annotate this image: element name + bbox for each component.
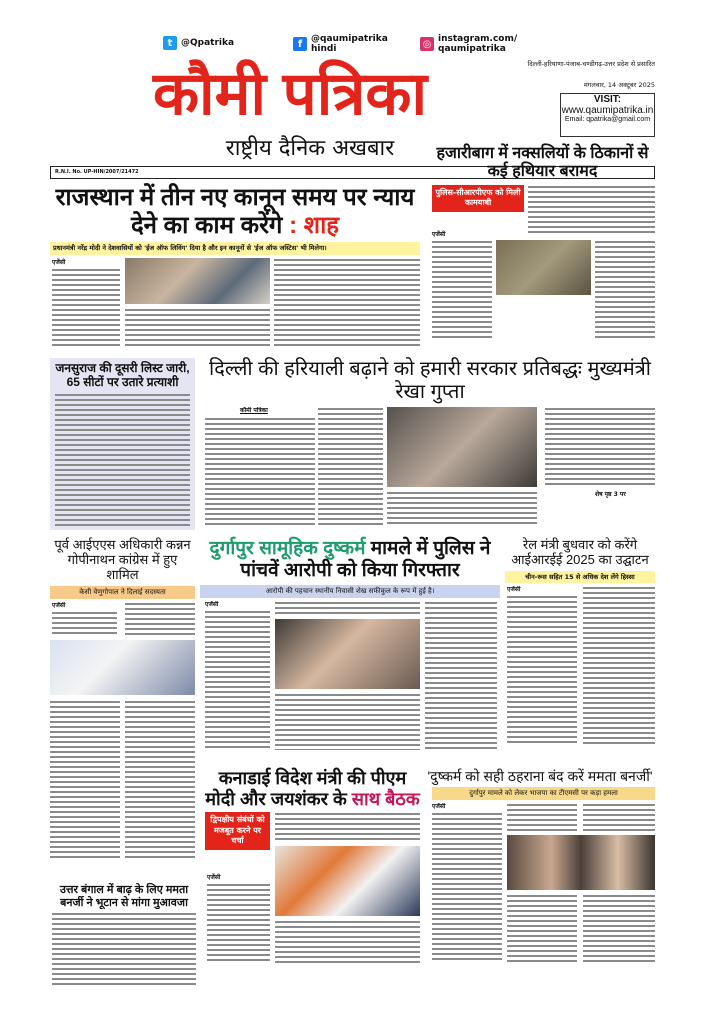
facebook-text: @qaumipatrika hindi [311,34,388,54]
bengal-body [52,912,196,986]
hazaribagh-content [430,185,655,352]
canada-content [205,812,420,986]
bengal-story [50,884,198,986]
delhi-body-1 [205,417,315,527]
shah-story [50,184,420,352]
canada-byline: एजेंसी [207,874,221,882]
canada-headline-red: साथ बैठक [351,788,420,809]
facebook-icon: f [293,37,307,51]
jansuraj-body [55,393,190,526]
durgapur-body-4 [425,601,497,751]
kannan-strap: केसी वेणुगोपाल ने दिलाई सदस्यता [50,586,195,599]
email-link[interactable]: Email: qpatrika@gmail.com [564,116,651,123]
twitter-text: @Qpatrika [181,38,235,48]
canada-photo [275,846,420,916]
facebook-handle[interactable] [293,34,403,54]
durgapur-byline: एजेंसी [205,600,219,608]
kannan-story [50,538,195,880]
canada-body-2 [275,812,420,842]
visit-box [560,93,655,137]
delhi-caption [387,491,537,527]
mamata-body-1 [432,812,502,962]
canada-body-1 [207,883,270,963]
instagram-text: instagram.com/ qaumipatrika [438,34,518,54]
durgapur-story [200,538,500,763]
hazaribagh-body-2 [432,240,492,340]
durgapur-content [200,601,500,763]
shah-headline[interactable] [50,184,420,239]
shah-headline-text: राजस्थान में तीन नए कानून समय पर न्याय देने का काम करेंगे [55,184,415,239]
kannan-body-4 [125,700,195,860]
durgapur-headline-text: मामले में पुलिस ने पांचवें आरोपी को किया गिरफ्तार [240,538,491,581]
durgapur-body-3 [275,693,420,750]
rail-strap: चीन-रूस सहित 15 से अधिक देश लेंगे हिस्सा [505,571,655,583]
visit-label: VISIT: [593,94,622,105]
shah-strap: प्रधानमंत्री नरेंद्र मोदी ने देशवासियों को 'ईज ऑफ लिविंग' दिया है और इन कानूनों से 'ईज ऑफ जस्टिस' भी मिलेगा। [50,242,420,254]
kannan-body-3 [50,700,120,860]
bengal-headline[interactable]: उत्तर बंगाल में बाढ़ के लिए ममता बनर्जी ने भूटान से मांगा मुआवजा [59,884,189,909]
shah-byline: एजेंसी [52,258,66,266]
website-link[interactable]: www.qaumipatrika.in [561,105,654,116]
kannan-body-2 [125,602,195,636]
hazaribagh-body [528,185,655,235]
shah-content [50,258,420,352]
rail-body-1 [507,595,577,745]
mamata-strap: दुर्गापुर मामले को लेकर भाजपा का टीएमसी पर कड़ा हमला [432,787,655,800]
delhi-photo [387,407,537,487]
rail-content [505,586,655,763]
hazaribagh-box: पुलिस-सीआरपीएफ को मिली कामयाबी [432,185,524,212]
instagram-icon: ◎ [420,37,434,51]
canada-story [205,768,420,986]
kannan-photo [50,640,195,695]
durgapur-body-1 [205,610,270,750]
hazaribagh-story [430,145,655,352]
shah-body-3 [274,258,420,348]
masthead-subtitle: राष्ट्रीय दैनिक अखबार [225,136,395,161]
date: मंगलवार, 14 अक्टूबर 2025 [583,81,655,89]
mamata-byline: एजेंसी [432,803,446,811]
kannan-content [50,602,195,880]
durgapur-strap: आरोपी की पहचान स्थानीय निवासी शेख सफीकुल के रूप में हुई है। [200,585,500,598]
twitter-icon: t [163,36,177,50]
durgapur-headline[interactable] [200,538,500,582]
kannan-byline: एजेंसी [52,601,66,609]
mamata-body-4 [507,894,577,964]
hazaribagh-photo [496,240,591,295]
masthead-logo: कौमी पत्रिका [152,60,428,127]
mamata-body-3 [583,803,655,831]
jansuraj-box [50,358,195,530]
canada-box: द्विपक्षीय संबंधों को मजबूत करने पर चर्चा [205,812,270,849]
delhi-headline[interactable]: दिल्ली की हरियाली बढ़ाने को हमारी सरकार प्रतिबद्धः मुख्यमंत्री रेखा गुप्ता [209,358,651,403]
instagram-handle[interactable] [420,34,530,54]
canada-headline[interactable] [205,768,420,809]
durgapur-photo [275,619,420,689]
hazaribagh-byline: एजेंसी [432,230,446,238]
circulation: दिल्ली-हरियाणा-पंजाब-चण्डीगढ़-उत्तर प्रदेश से प्रसारित [527,60,655,68]
delhi-body-3 [545,407,655,487]
canada-headline-text: कनाडाई विदेश मंत्री की पीएम मोदी और जयशंकर के [205,768,407,809]
hazaribagh-headline[interactable]: हजारीबाग में नक्सलियों के ठिकानों से कई हथियार बरामद [436,145,649,181]
rail-byline: एजेंसी [507,586,521,594]
twitter-handle[interactable] [163,36,234,50]
delhi-body-2 [318,407,383,527]
mamata-body-2 [507,803,577,831]
mamata-body-5 [583,894,655,964]
bengal-content [50,912,198,986]
mamata-headline[interactable]: 'दुष्कर्म को सही ठहराना बंद करें ममता बनर्जी' [427,768,653,784]
kannan-headline[interactable]: पूर्व आईएएस अधिकारी कन्नन गोपीनाथन कांग्रेस में हुए शामिल [54,537,191,582]
shah-body-2 [125,308,270,348]
kannan-body-1 [52,611,117,636]
rail-headline[interactable]: रेल मंत्री बुधवार को करेंगे आईआरईई 2025 का उद्घाटन [511,537,649,567]
rail-story [505,538,655,763]
mamata-story [425,768,655,986]
durgapur-headline-green: दुर्गापुर सामूहिक दुष्कर्म [209,538,366,559]
shah-body [52,268,120,348]
mamata-content [425,803,655,986]
hazaribagh-body-3 [595,240,655,340]
durgapur-body-2 [275,601,420,615]
jansuraj-content [53,393,192,526]
delhi-continued[interactable]: शेष पृष्ठ 3 पर [595,491,626,498]
canada-body-3 [275,920,420,965]
shah-speaker: : शाह [289,211,340,239]
rail-body-2 [583,586,655,746]
jansuraj-headline[interactable]: जनसुराज की दूसरी लिस्ट जारी, 65 सीटों पर उतारे प्रत्याशी [55,361,190,389]
delhi-content [205,407,655,530]
rni-bar: R.N.I. No. UP-HIN/2007/21472 [50,166,655,179]
mamata-photo [507,835,655,890]
delhi-story [205,358,655,530]
delhi-byline: कौमी पत्रिका [240,407,268,414]
shah-photo [125,258,270,304]
